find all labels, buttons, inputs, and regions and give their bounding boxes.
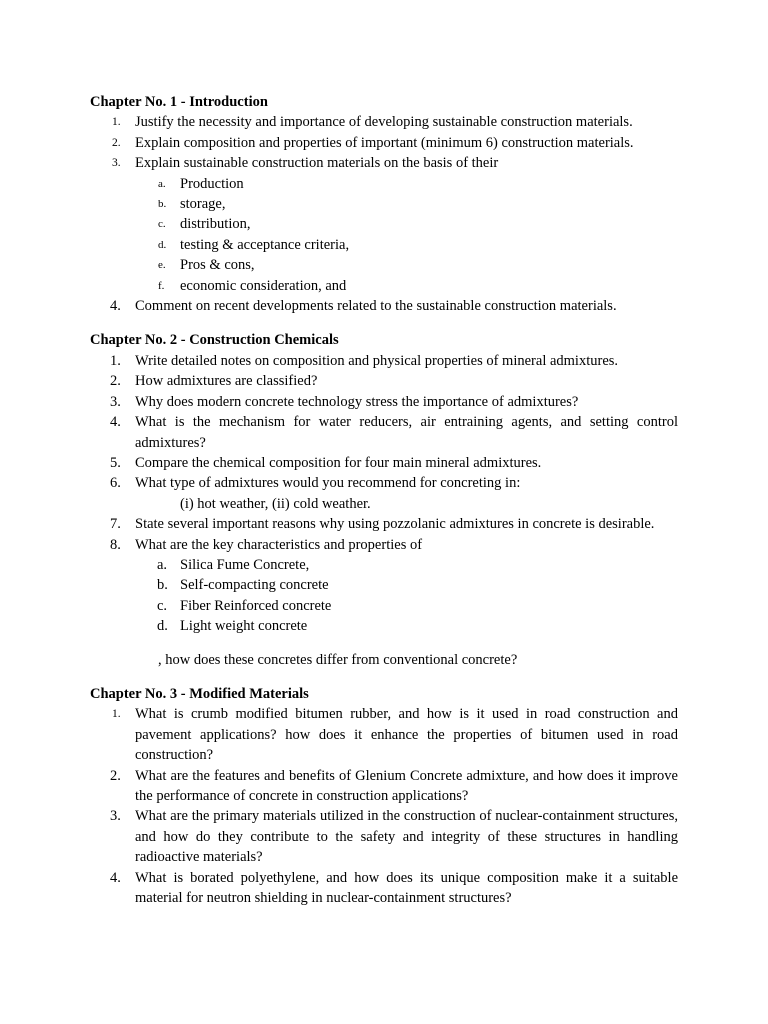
question-number: 4.	[110, 869, 121, 886]
document-page	[90, 92, 678, 922]
sub-number: a.	[158, 177, 166, 190]
sub-text: storage,	[180, 196, 226, 213]
question-text: What are the primary materials utilized in the construction of nuclear-containment structures, and how do they contribute to the safety and integrity of these structures in handling radioactive materials?	[135, 808, 678, 866]
question-number: 3.	[112, 157, 121, 170]
sub-number: b.	[157, 577, 168, 594]
question-number: 8.	[110, 536, 121, 553]
question-item	[90, 392, 678, 412]
sub-text: Silica Fume Concrete,	[180, 556, 310, 573]
question-text: What are the key characteristics and properties of	[135, 536, 423, 553]
question-number: 5.	[110, 454, 121, 471]
chapter-title: Chapter No. 3 - Modified Materials	[90, 685, 309, 702]
sub-item	[90, 214, 678, 234]
question-text: Compare the chemical composition for four main mineral admixtures.	[135, 454, 542, 471]
question-number: 4.	[110, 298, 121, 315]
sub-number: f.	[158, 279, 165, 292]
question-text: State several important reasons why using pozzolanic admixtures in concrete is desirable.	[135, 516, 655, 533]
sub-item	[90, 616, 678, 636]
sub-item	[90, 276, 678, 296]
question-number: 3.	[110, 393, 121, 410]
question-text: Explain sustainable construction materials on the basis of their	[135, 155, 499, 172]
sub-number: e.	[158, 259, 166, 272]
question-text: What is crumb modified bitumen rubber, and how is it used in road construction and pavement applications? how does it enhance the properties of bitumen used in road construction?	[135, 706, 678, 764]
question-item	[90, 133, 678, 153]
sub-item	[90, 575, 678, 595]
question-item	[90, 868, 678, 909]
trailing-note: , how does these concretes differ from conventional concrete?	[158, 651, 518, 668]
question-list	[90, 112, 678, 316]
sub-number: b.	[158, 198, 167, 211]
sub-item	[90, 235, 678, 255]
question-number: 7.	[110, 516, 121, 533]
sub-number: c.	[158, 218, 166, 231]
question-number: 3.	[110, 808, 121, 825]
question-text: What is the mechanism for water reducers, air entraining agents, and setting control admixtures?	[135, 414, 678, 451]
chapter-2	[90, 330, 678, 670]
question-item	[90, 473, 678, 514]
question-item	[90, 371, 678, 391]
question-item	[90, 806, 678, 867]
sub-list	[135, 174, 678, 296]
sub-item	[90, 194, 678, 214]
sub-item	[90, 596, 678, 616]
question-number: 1.	[112, 708, 121, 721]
question-item	[90, 112, 678, 132]
sub-text: Self-compacting concrete	[180, 577, 329, 594]
question-item	[90, 704, 678, 765]
question-text: Explain composition and properties of important (minimum 6) construction materials.	[135, 134, 634, 151]
question-item	[90, 296, 678, 316]
chapter-title: Chapter No. 2 - Construction Chemicals	[90, 332, 339, 349]
sub-number: a.	[157, 556, 168, 573]
question-text: What type of admixtures would you recommend for concreting in:	[135, 475, 521, 492]
question-text: What are the features and benefits of Glenium Concrete admixture, and how does it improve the performance of concrete in construction applications?	[135, 767, 678, 804]
question-item	[90, 412, 678, 453]
question-number: 6.	[110, 475, 121, 492]
sub-list	[135, 555, 678, 637]
question-text: Comment on recent developments related to the sustainable construction materials.	[135, 298, 617, 315]
question-item	[90, 766, 678, 807]
question-number: 2.	[110, 767, 121, 784]
question-number: 2.	[110, 373, 121, 390]
question-text: Justify the necessity and importance of developing sustainable construction materials.	[135, 114, 633, 131]
question-text: What is borated polyethylene, and how does its unique composition make it a suitable material for neutron shielding in nuclear-containment structures?	[135, 869, 678, 907]
question-text: How admixtures are classified?	[135, 373, 318, 390]
question-text: Write detailed notes on composition and physical properties of mineral admixtures.	[135, 352, 619, 369]
chapter-3	[90, 684, 678, 908]
question-item	[90, 514, 678, 534]
sub-item	[90, 174, 678, 194]
question-item	[90, 453, 678, 473]
sub-number: c.	[157, 597, 168, 614]
sub-text: testing & acceptance criteria,	[180, 236, 350, 253]
sub-text: Light weight concrete	[180, 618, 308, 635]
question-number: 1.	[112, 116, 121, 129]
sub-number: d.	[158, 238, 167, 251]
sub-text: economic consideration, and	[180, 277, 347, 294]
sub-text: distribution,	[180, 216, 251, 233]
question-list	[90, 351, 678, 637]
sub-text: Fiber Reinforced concrete	[180, 597, 332, 614]
question-item	[90, 153, 678, 296]
question-item	[90, 351, 678, 371]
sub-text: Production	[180, 175, 244, 192]
sub-item	[90, 255, 678, 275]
question-list	[90, 704, 678, 908]
sub-number: d.	[157, 618, 168, 635]
question-number: 1.	[110, 352, 121, 369]
sub-item	[90, 555, 678, 575]
question-number: 4.	[110, 414, 121, 431]
question-text: Why does modern concrete technology stress the importance of admixtures?	[135, 393, 579, 410]
question-item	[90, 535, 678, 637]
question-number: 2.	[112, 136, 121, 149]
sub-text: Pros & cons,	[180, 257, 255, 274]
chapter-1	[90, 92, 678, 316]
chapter-title: Chapter No. 1 - Introduction	[90, 94, 268, 110]
question-extra: (i) hot weather, (ii) cold weather.	[180, 495, 371, 512]
